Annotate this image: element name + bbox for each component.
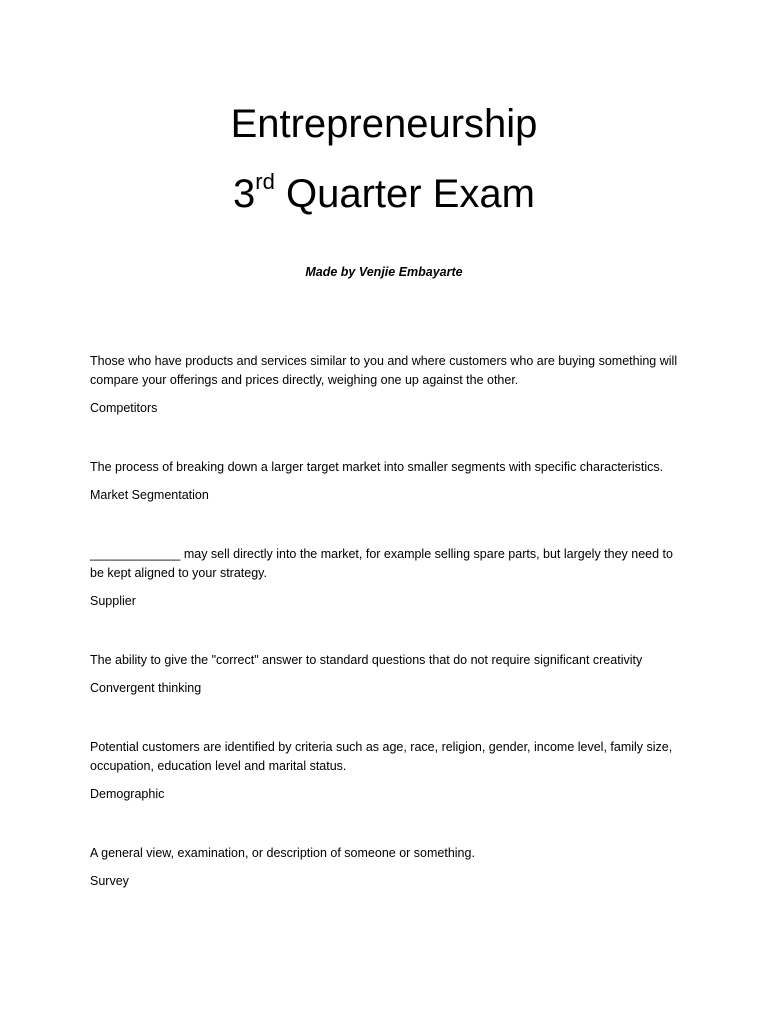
question-item-2 [90, 458, 680, 505]
question-item-5 [90, 738, 680, 804]
document-subtitle [0, 170, 768, 218]
answer-text: Competitors [90, 401, 158, 415]
answer-text: Demographic [90, 787, 165, 801]
question-text: _____________ may sell directly into the market, for example selling spare parts, but largely they need to be kept aligned to your strategy. [90, 547, 673, 580]
answer-text: Convergent thinking [90, 681, 202, 695]
subtitle-number: 3 [233, 172, 256, 216]
question-item-1 [90, 352, 680, 418]
question-text: Those who have products and services similar to you and where customers who are buying something will compare your offerings and prices directly, weighing one up against the other. [90, 354, 678, 387]
question-item-4 [90, 651, 680, 698]
question-item-3 [90, 545, 680, 611]
answer-text: Supplier [90, 594, 136, 608]
question-text: The process of breaking down a larger target market into smaller segments with specific characteristics. [90, 460, 664, 474]
question-text: A general view, examination, or description of someone or something. [90, 846, 475, 860]
subtitle-text: Quarter Exam [274, 172, 535, 216]
document-title: Entrepreneurship [230, 102, 538, 146]
author-credit: Made by Venjie Embayarte [305, 265, 463, 279]
subtitle-ordinal-suffix: rd [255, 169, 275, 194]
answer-text: Survey [90, 874, 129, 888]
question-text: Potential customers are identified by criteria such as age, race, religion, gender, income level, family size, occupation, education level and marital status. [90, 740, 673, 773]
question-item-6 [90, 844, 680, 891]
question-text: The ability to give the "correct" answer to standard questions that do not require significant creativity [90, 653, 643, 667]
answer-text: Market Segmentation [90, 488, 209, 502]
